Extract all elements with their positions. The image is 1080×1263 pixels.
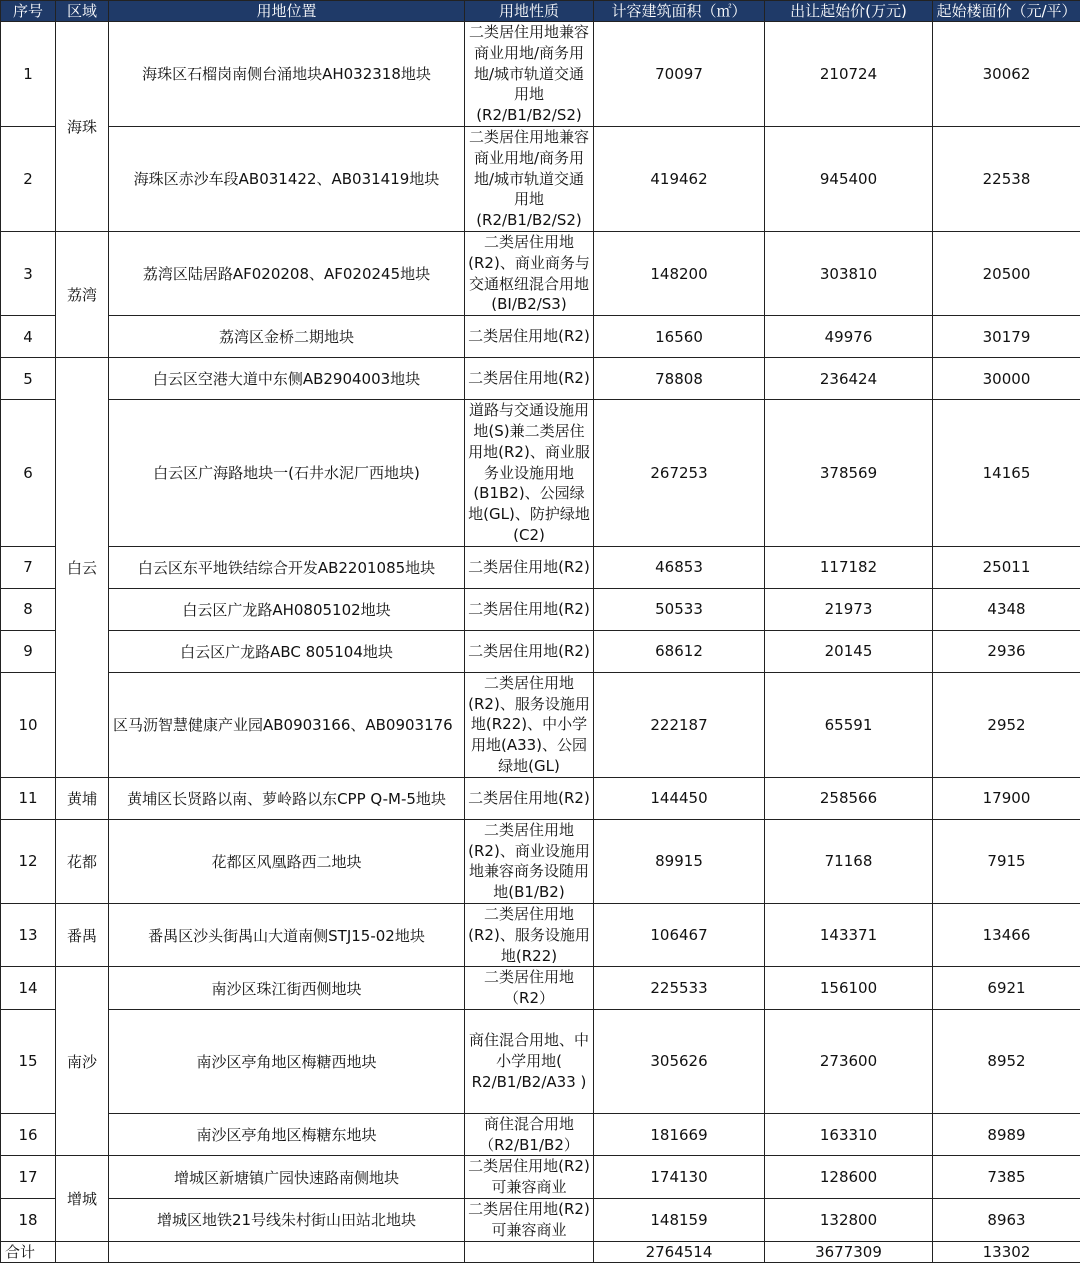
price-cell: 20145 — [765, 630, 933, 672]
nature-cell: 二类居住用地(R2)、商业商务与交通枢纽混合用地(BI/B2/S3) — [465, 231, 594, 315]
price-cell: 156100 — [765, 967, 933, 1010]
area-cell: 222187 — [594, 672, 765, 777]
price-cell: 258566 — [765, 777, 933, 819]
nature-cell: 二类居住用地(R2) — [465, 588, 594, 630]
price-cell: 117182 — [765, 546, 933, 588]
table-row — [1, 1113, 1080, 1156]
total-area: 2764514 — [594, 1241, 765, 1262]
price-cell: 163310 — [765, 1113, 933, 1156]
nature-cell: 二类居住用地(R2) — [465, 630, 594, 672]
nature-cell: 二类居住用地(R2)、服务设施用地(R22)、中小学用地(A33)、公园绿地(GL) — [465, 672, 594, 777]
row-no: 11 — [1, 777, 56, 819]
price-cell: 303810 — [765, 231, 933, 315]
table-row — [1, 1156, 1080, 1199]
row-no: 15 — [1, 1009, 56, 1113]
unit-price-cell: 25011 — [933, 546, 1080, 588]
district-cell: 荔湾 — [56, 231, 109, 357]
table-row — [1, 316, 1080, 358]
nature-cell: 二类居住用地（R2） — [465, 967, 594, 1010]
header-row — [1, 1, 1080, 22]
price-cell: 49976 — [765, 316, 933, 358]
table-row — [1, 903, 1080, 966]
unit-price-cell: 8989 — [933, 1113, 1080, 1156]
total-label: 合计 — [1, 1241, 56, 1262]
unit-price-cell: 22538 — [933, 126, 1080, 231]
district-cell: 南沙 — [56, 967, 109, 1156]
header-nature: 用地性质 — [465, 1, 594, 22]
area-cell: 267253 — [594, 400, 765, 547]
row-no: 17 — [1, 1156, 56, 1199]
table-row — [1, 672, 1080, 777]
location-cell: 白云区广龙路ABC 805104地块 — [109, 630, 465, 672]
header-area: 计容建筑面积（㎡） — [594, 1, 765, 22]
nature-cell: 二类居住用地(R2) — [465, 777, 594, 819]
area-cell: 106467 — [594, 903, 765, 966]
total-row — [1, 1241, 1080, 1262]
price-cell: 65591 — [765, 672, 933, 777]
nature-cell: 二类居住用地兼容商业用地/商务用地/城市轨道交通用地(R2/B1/B2/S2) — [465, 22, 594, 127]
price-cell: 21973 — [765, 588, 933, 630]
price-cell: 143371 — [765, 903, 933, 966]
table-row — [1, 1199, 1080, 1242]
row-no: 9 — [1, 630, 56, 672]
table-row — [1, 546, 1080, 588]
location-cell: 白云区东平地铁结综合开发AB2201085地块 — [109, 546, 465, 588]
table-row — [1, 400, 1080, 547]
location-cell: 荔湾区陆居路AF020208、AF020245地块 — [109, 231, 465, 315]
table-row — [1, 126, 1080, 231]
nature-cell: 商住混合用地、中小学用地( R2/B1/B2/A33 ) — [465, 1009, 594, 1113]
price-cell: 945400 — [765, 126, 933, 231]
row-no: 16 — [1, 1113, 56, 1156]
area-cell: 419462 — [594, 126, 765, 231]
location-cell: 白云区广龙路AH0805102地块 — [109, 588, 465, 630]
area-cell: 50533 — [594, 588, 765, 630]
table-row — [1, 1009, 1080, 1113]
header-district: 区域 — [56, 1, 109, 22]
table-row — [1, 630, 1080, 672]
unit-price-cell: 20500 — [933, 231, 1080, 315]
row-no: 14 — [1, 967, 56, 1010]
unit-price-cell: 6921 — [933, 967, 1080, 1010]
nature-cell: 二类居住用地(R2) — [465, 316, 594, 358]
row-no: 12 — [1, 819, 56, 903]
area-cell: 68612 — [594, 630, 765, 672]
unit-price-cell: 30179 — [933, 316, 1080, 358]
unit-price-cell: 4348 — [933, 588, 1080, 630]
area-cell: 174130 — [594, 1156, 765, 1199]
nature-cell: 二类居住用地(R2)、服务设施用地(R22) — [465, 903, 594, 966]
unit-price-cell: 8963 — [933, 1199, 1080, 1242]
row-no: 7 — [1, 546, 56, 588]
unit-price-cell: 7915 — [933, 819, 1080, 903]
location-cell: 番禺区沙头街禺山大道南侧STJ15-02地块 — [109, 903, 465, 966]
district-cell: 黄埔 — [56, 777, 109, 819]
nature-cell: 二类居住用地(R2)可兼容商业 — [465, 1156, 594, 1199]
location-cell: 黄埔区长贤路以南、萝岭路以东CPP Q-M-5地块 — [109, 777, 465, 819]
area-cell: 70097 — [594, 22, 765, 127]
unit-price-cell: 30062 — [933, 22, 1080, 127]
price-cell: 236424 — [765, 358, 933, 400]
area-cell: 305626 — [594, 1009, 765, 1113]
row-no: 2 — [1, 126, 56, 231]
table-row — [1, 588, 1080, 630]
location-cell: 白云区广海路地块一(石井水泥厂西地块) — [109, 400, 465, 547]
price-cell: 71168 — [765, 819, 933, 903]
area-cell: 148159 — [594, 1199, 765, 1242]
location-cell: 增城区新塘镇广园快速路南侧地块 — [109, 1156, 465, 1199]
location-cell: 区马沥智慧健康产业园AB0903166、AB0903176 — [109, 672, 465, 777]
table-row — [1, 231, 1080, 315]
row-no: 4 — [1, 316, 56, 358]
table-row — [1, 358, 1080, 400]
row-no: 5 — [1, 358, 56, 400]
row-no: 10 — [1, 672, 56, 777]
total-unit-price: 13302 — [933, 1241, 1080, 1262]
row-no: 1 — [1, 22, 56, 127]
unit-price-cell: 8952 — [933, 1009, 1080, 1113]
area-cell: 144450 — [594, 777, 765, 819]
area-cell: 225533 — [594, 967, 765, 1010]
nature-cell: 二类居住用地(R2)、商业设施用地兼容商务设随用地(B1/B2) — [465, 819, 594, 903]
table-row — [1, 819, 1080, 903]
location-cell: 南沙区珠江街西侧地块 — [109, 967, 465, 1010]
district-cell: 白云 — [56, 358, 109, 778]
unit-price-cell: 2952 — [933, 672, 1080, 777]
total-district-cell — [56, 1241, 109, 1262]
unit-price-cell: 2936 — [933, 630, 1080, 672]
total-price: 3677309 — [765, 1241, 933, 1262]
nature-cell: 二类居住用地兼容商业用地/商务用地/城市轨道交通用地(R2/B1/B2/S2) — [465, 126, 594, 231]
row-no: 18 — [1, 1199, 56, 1242]
row-no: 13 — [1, 903, 56, 966]
price-cell: 128600 — [765, 1156, 933, 1199]
header-unit-price: 起始楼面价（元/平） — [933, 1, 1080, 22]
location-cell: 增城区地铁21号线朱村街山田站北地块 — [109, 1199, 465, 1242]
area-cell: 89915 — [594, 819, 765, 903]
header-no: 序号 — [1, 1, 56, 22]
location-cell: 花都区风凰路西二地块 — [109, 819, 465, 903]
nature-cell: 二类居住用地(R2) — [465, 358, 594, 400]
header-price: 出让起始价(万元) — [765, 1, 933, 22]
location-cell: 南沙区亭角地区梅糖西地块 — [109, 1009, 465, 1113]
unit-price-cell: 13466 — [933, 903, 1080, 966]
area-cell: 78808 — [594, 358, 765, 400]
table-row — [1, 967, 1080, 1010]
price-cell: 132800 — [765, 1199, 933, 1242]
nature-cell: 道路与交通设施用地(S)兼二类居住用地(R2)、商业服务业设施用地(B1B2)、公园绿地(GL)、防护绿地(C2) — [465, 400, 594, 547]
location-cell: 荔湾区金桥二期地块 — [109, 316, 465, 358]
price-cell: 210724 — [765, 22, 933, 127]
nature-cell: 二类居住用地(R2) — [465, 546, 594, 588]
unit-price-cell: 7385 — [933, 1156, 1080, 1199]
row-no: 8 — [1, 588, 56, 630]
price-cell: 378569 — [765, 400, 933, 547]
unit-price-cell: 17900 — [933, 777, 1080, 819]
nature-cell: 二类居住用地(R2)可兼容商业 — [465, 1199, 594, 1242]
district-cell: 增城 — [56, 1156, 109, 1241]
area-cell: 16560 — [594, 316, 765, 358]
area-cell: 46853 — [594, 546, 765, 588]
table-row — [1, 22, 1080, 127]
table-row — [1, 777, 1080, 819]
location-cell: 海珠区赤沙车段AB031422、AB031419地块 — [109, 126, 465, 231]
area-cell: 181669 — [594, 1113, 765, 1156]
location-cell: 白云区空港大道中东侧AB2904003地块 — [109, 358, 465, 400]
district-cell: 花都 — [56, 819, 109, 903]
header-location: 用地位置 — [109, 1, 465, 22]
row-no: 3 — [1, 231, 56, 315]
nature-cell: 商住混合用地（R2/B1/B2） — [465, 1113, 594, 1156]
location-cell: 海珠区石榴岗南侧台涌地块AH032318地块 — [109, 22, 465, 127]
price-cell: 273600 — [765, 1009, 933, 1113]
total-location-cell — [109, 1241, 465, 1262]
district-cell: 海珠 — [56, 22, 109, 232]
unit-price-cell: 30000 — [933, 358, 1080, 400]
district-cell: 番禺 — [56, 903, 109, 966]
unit-price-cell: 14165 — [933, 400, 1080, 547]
row-no: 6 — [1, 400, 56, 547]
area-cell: 148200 — [594, 231, 765, 315]
total-nature-cell — [465, 1241, 594, 1262]
location-cell: 南沙区亭角地区梅糖东地块 — [109, 1113, 465, 1156]
